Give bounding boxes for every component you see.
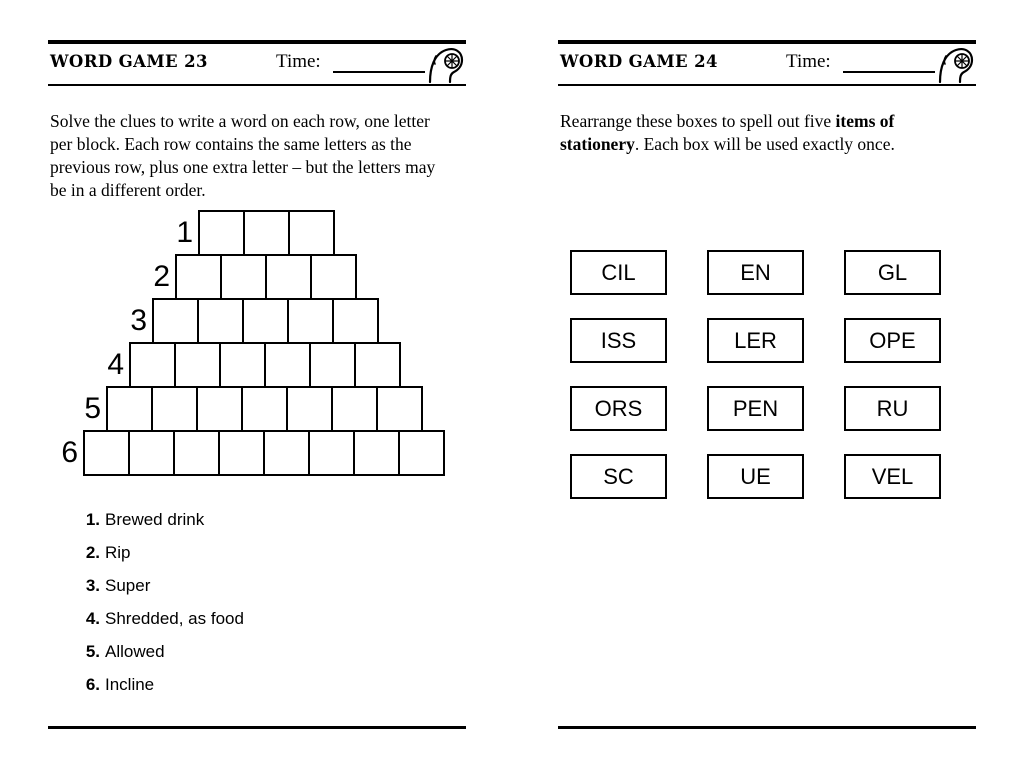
letter-box[interactable]: ORS (570, 386, 667, 431)
pyramid-cell[interactable] (106, 386, 153, 432)
clue-number: 5. (85, 642, 100, 661)
pyramid-cell[interactable] (308, 430, 355, 476)
stationery-box-grid (570, 250, 970, 522)
pyramid-row-5 (84, 386, 423, 432)
pyramid-cell[interactable] (175, 254, 222, 300)
clue-number: 2. (85, 543, 100, 562)
pyramid-row-number: 2 (153, 260, 170, 293)
pyramid-row-1 (176, 210, 335, 256)
pyramid-cell[interactable] (83, 430, 130, 476)
clue-text: Allowed (105, 642, 165, 661)
list-item (78, 642, 458, 662)
header-rule-bottom (558, 84, 976, 86)
clue-list (78, 510, 458, 708)
pyramid-row-number: 6 (61, 436, 78, 469)
pyramid-cell[interactable] (353, 430, 400, 476)
pyramid-cell[interactable] (376, 386, 423, 432)
letter-box[interactable]: LER (707, 318, 804, 363)
list-item (78, 543, 458, 563)
pyramid-cell[interactable] (331, 386, 378, 432)
left-instructions: Solve the clues to write a word on each row, one letter per block. Each row contains the same letters as the previous row, plus one extra letter – but the letters may be in a different order. (50, 111, 436, 201)
pyramid-cell[interactable] (309, 342, 356, 388)
box-row (570, 318, 970, 363)
clue-text: Super (105, 576, 151, 595)
pyramid-cell[interactable] (332, 298, 379, 344)
list-item (78, 609, 458, 629)
pyramid-row-4 (107, 342, 401, 388)
pyramid-row-number: 5 (84, 392, 101, 425)
clue-text: Incline (105, 675, 155, 694)
box-row (570, 386, 970, 431)
pyramid-cell[interactable] (287, 298, 334, 344)
pyramid-cell[interactable] (196, 386, 243, 432)
pyramid-cell[interactable] (286, 386, 333, 432)
clue-text: Rip (105, 543, 131, 562)
time-blank-line (843, 71, 935, 73)
letter-box[interactable]: GL (844, 250, 941, 295)
word-game-24-panel (558, 40, 976, 740)
pyramid-cell[interactable] (219, 342, 266, 388)
instructions-part-1: Rearrange these boxes to spell out five (560, 111, 836, 131)
pyramid-row-number: 3 (130, 304, 147, 337)
box-row (570, 454, 970, 499)
list-item (78, 510, 458, 530)
footer-rule (48, 726, 466, 729)
instructions-emphasis: items of stationery (560, 111, 895, 155)
clue-text: Brewed drink (105, 510, 205, 529)
header-rule-top (48, 40, 466, 44)
pyramid-cell[interactable] (174, 342, 221, 388)
pyramid-cell[interactable] (263, 430, 310, 476)
pyramid-cell[interactable] (218, 430, 265, 476)
letter-box[interactable]: SC (570, 454, 667, 499)
pyramid-cell[interactable] (242, 298, 289, 344)
pyramid-cell[interactable] (173, 430, 220, 476)
letter-box[interactable]: VEL (844, 454, 941, 499)
box-row (570, 250, 970, 295)
pyramid-cell[interactable] (265, 254, 312, 300)
clue-number: 4. (85, 609, 100, 628)
clue-number: 6. (85, 675, 100, 694)
pyramid-cell[interactable] (151, 386, 198, 432)
pyramid-cell[interactable] (198, 210, 245, 256)
header-rule-bottom (48, 84, 466, 86)
letter-box[interactable]: RU (844, 386, 941, 431)
letter-box[interactable]: OPE (844, 318, 941, 363)
list-item (78, 675, 458, 695)
instructions-part-2: . Each box will be used exactly once. (634, 134, 895, 155)
clue-text: Shredded, as food (105, 609, 244, 628)
brain-head-icon (422, 42, 466, 86)
pyramid-cell[interactable] (129, 342, 176, 388)
pyramid-cell[interactable] (310, 254, 357, 300)
letter-box[interactable]: CIL (570, 250, 667, 295)
page-title: WORD GAME 24 (560, 52, 718, 71)
brain-head-icon (932, 42, 976, 86)
right-header (558, 40, 976, 88)
page-title: WORD GAME 23 (50, 52, 208, 71)
header-rule-top (558, 40, 976, 44)
pyramid-cell[interactable] (354, 342, 401, 388)
pyramid-cell[interactable] (241, 386, 288, 432)
pyramid-cell[interactable] (264, 342, 311, 388)
pyramid-cell[interactable] (128, 430, 175, 476)
left-header (48, 40, 466, 88)
clue-number: 1. (85, 510, 100, 529)
footer-rule (558, 726, 976, 729)
time-label: Time: (786, 51, 831, 72)
clue-number: 3. (85, 576, 100, 595)
list-item (78, 576, 458, 596)
right-instructions (560, 110, 960, 156)
pyramid-row-number: 4 (107, 348, 124, 381)
pyramid-cell[interactable] (398, 430, 445, 476)
pyramid-cell[interactable] (197, 298, 244, 344)
pyramid-row-3 (130, 298, 379, 344)
word-pyramid (48, 210, 466, 500)
pyramid-cell[interactable] (243, 210, 290, 256)
pyramid-cell[interactable] (152, 298, 199, 344)
word-game-23-panel (48, 40, 466, 740)
letter-box[interactable]: ISS (570, 318, 667, 363)
letter-box[interactable]: PEN (707, 386, 804, 431)
time-blank-line (333, 71, 425, 73)
pyramid-row-number: 1 (176, 216, 193, 249)
pyramid-row-2 (153, 254, 357, 300)
letter-box[interactable]: UE (707, 454, 804, 499)
time-label: Time: (276, 51, 321, 72)
letter-box[interactable]: EN (707, 250, 804, 295)
pyramid-cell[interactable] (220, 254, 267, 300)
pyramid-row-6 (61, 430, 445, 476)
pyramid-cell[interactable] (288, 210, 335, 256)
